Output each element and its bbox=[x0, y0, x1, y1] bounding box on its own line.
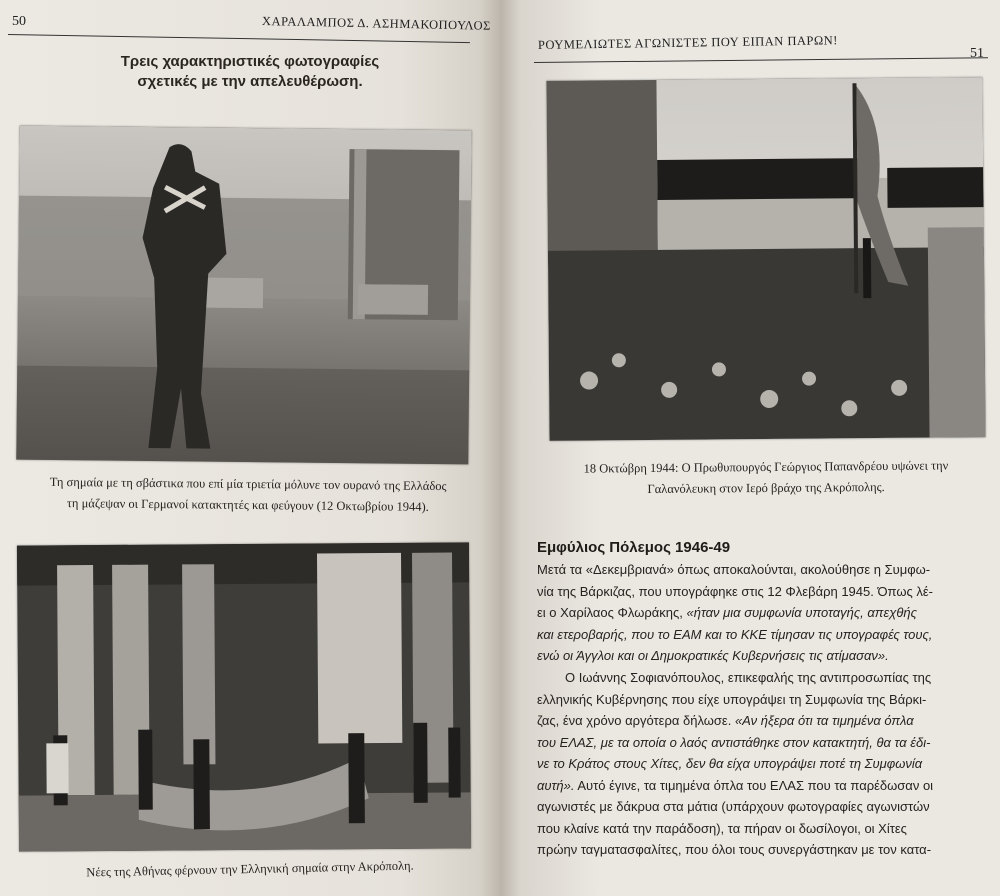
photo-german-soldier-caption-line-2: τη μάζεψαν οι Γερμανοί κατακτητές και φεύγουν (12 Οκτωβρίου 1944). bbox=[66, 496, 429, 514]
para2-line-6 bbox=[537, 775, 973, 797]
para2-line-9: πρώην ταγματασφαλίτες, που όλοι τους συνεργάστηκαν με τον κατα- bbox=[537, 842, 932, 857]
para2-line-4 bbox=[537, 732, 973, 754]
photo-german-soldier bbox=[16, 126, 471, 465]
para1-line-5 bbox=[537, 645, 973, 667]
header-rule-left bbox=[8, 34, 470, 43]
photo-german-soldier-image bbox=[16, 126, 471, 465]
header-rule-right bbox=[534, 57, 988, 63]
para2-quote-end: αυτή». bbox=[537, 777, 575, 793]
running-head-right: ΡΟΥΜΕΛΙΩΤΕΣ ΑΓΩΝΙΣΤΕΣ ΠΟΥ ΕΙΠΑΝ ΠΑΡΩΝ! bbox=[537, 33, 838, 52]
section-title-line-2: σχετικές με την απελευθέρωση. bbox=[137, 73, 363, 90]
photo-flag-bearers bbox=[17, 542, 471, 851]
para2-line-6-text: Αυτό έγινε, τα τιμημένα όπλα του ΕΛΑΣ που τα παρέδωσαν οι bbox=[574, 777, 934, 793]
para2-line-8: που κλαίνε κατά την παράδοση), τα πήραν οι δωσίλογοι, οι Χίτες bbox=[537, 820, 907, 836]
para1-quote-line-5: ενώ οι Άγγλοι και οι Δημοκρατικές Κυβερνήσεις τις ατίμασαν». bbox=[537, 648, 889, 663]
para2-quote-start: «Αν ήξερα ότι τα τιμημένα όπλα bbox=[734, 713, 914, 728]
para2-line-1: Ο Ιωάννης Σοφιανόπουλος, επικεφαλής της αντιπροσωπίας της bbox=[565, 670, 932, 685]
photo-flag-bearers-caption: Νέες της Αθήνας φέρνουν την Ελληνική σημαία στην Ακρόπολη. bbox=[86, 858, 414, 880]
photo-german-soldier-caption-line-1: Τη σημαία με τη σβάστικα που επί μία τριετία μόλυνε τον ουρανό της Ελλάδος bbox=[49, 474, 447, 494]
para2-line-7: αγωνιστές με δάκρυα στα μάτια (υπάρχουν φωτογραφίες αγωνιστών bbox=[537, 799, 930, 814]
para1-line-3-text: ει ο Χαρίλαος Φλωράκης, bbox=[537, 605, 687, 620]
section-heading-civil-war: Εμφύλιος Πόλεμος 1946-49 bbox=[537, 539, 731, 556]
photo-papandreou-flag-caption-line-1: 18 Οκτώβρη 1944: Ο Πρωθυπουργός Γεώργιος Παπανδρέου υψώνει την bbox=[583, 458, 949, 476]
para1-line-2: νία της Βάρκιζας, που υπογράφηκε στις 12 Φλεβάρη 1945. Όπως λέ- bbox=[537, 583, 933, 599]
para2-quote-line-4: του ΕΛΑΣ, με τα οποία ο λαός αντιστάθηκε στον κατακτητή, θα τα έδι- bbox=[537, 734, 931, 750]
para1-line-3 bbox=[537, 602, 973, 624]
para2-line-2: ελληνικής Κυβέρνησης που είχε υπογράψει τη Συμφωνία της Βάρκι- bbox=[537, 691, 927, 707]
paragraph-varkiza bbox=[537, 559, 973, 667]
para2-line-3 bbox=[537, 710, 973, 732]
section-title bbox=[40, 52, 460, 92]
para1-quote-line-4: και ετεροβαρής, που το ΕΑΜ και το ΚΚΕ τίμησαν τις υπογραφές τους, bbox=[537, 626, 933, 642]
photo-flag-bearers-image bbox=[17, 542, 471, 851]
para1-line-4 bbox=[537, 624, 973, 646]
para2-quote-line-5: νε το Κράτος στους Χίτες, δεν θα είχα υπογράψει ποτέ τη Συμφωνία bbox=[537, 756, 923, 771]
running-head-left: ΧΑΡΑΛΑΜΠΟΣ Δ. ΑΣΗΜΑΚΟΠΟΥΛΟΣ bbox=[261, 14, 492, 33]
section-title-line-1: Τρεις χαρακτηριστικές φωτογραφίες bbox=[120, 53, 380, 70]
photo-papandreou-flag-caption bbox=[548, 455, 984, 501]
page-number-right: 51 bbox=[970, 46, 984, 61]
para1-line-1: Μετά τα «Δεκεμβριανά» όπως αποκαλούνται, ακολούθησε η Συμφω- bbox=[537, 562, 931, 577]
para1-quote-start: «ήταν μια συμφωνία υποταγής, απεχθής bbox=[686, 605, 917, 620]
photo-papandreou-flag-caption-line-2: Γαλανόλευκη στον Ιερό βράχο της Ακρόπολης. bbox=[647, 479, 885, 497]
para2-line-5 bbox=[537, 753, 973, 775]
photo-papandreou-flag-image bbox=[546, 77, 985, 441]
para2-line-3-text: ζας, ένα χρόνο αργότερα δήλωσε. bbox=[537, 713, 735, 728]
paragraph-sofianopoulos bbox=[537, 667, 973, 861]
photo-german-soldier-caption bbox=[18, 472, 478, 519]
photo-papandreou-flag bbox=[546, 77, 985, 441]
page-number-left: 50 bbox=[12, 14, 26, 29]
